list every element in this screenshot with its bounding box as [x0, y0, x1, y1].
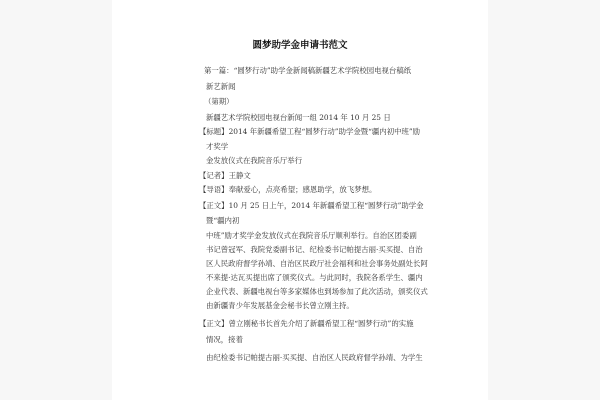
- text-line: 【导语】奉献爱心，点亮希望；感恩助学，放飞梦想。: [199, 185, 377, 194]
- text-line: 【标题】2014 年新疆希望工程“圆梦行动”助学金暨“疆内初中班”励: [199, 127, 421, 136]
- document-page: [112, 0, 488, 400]
- text-line: 【正文】曾立刚秘书长首先介绍了新疆希望工程“圆梦行动”的实施: [199, 319, 414, 328]
- text-line: 由纪检委书记帕提古丽·买买提、自治区人民政府督学孙靖、为学生: [206, 353, 423, 362]
- text-line: 金发放仪式在我院音乐厅举行: [206, 156, 303, 165]
- text-line: 书记曾冠军、我院党委副书记、纪检委书记帕提古丽·买买提、自治: [206, 245, 423, 254]
- text-line: 区人民政府督学孙靖、自治区民政厅社会福利和社会事务处副处长阿: [206, 259, 428, 268]
- text-line: 【记者】王静文: [199, 171, 251, 180]
- text-line: 第一篇：“圆梦行动”助学金新闻稿新疆艺术学院校园电视台稿纸: [204, 66, 412, 75]
- text-line: 【正文】10 月 25 日上午，2014 年新疆希望工程“圆梦行动”助学金: [199, 201, 424, 210]
- text-line: （第期）: [204, 97, 234, 106]
- page-title: 圆梦助学金申请书范文: [252, 40, 348, 51]
- text-line: 不来提·达瓦买提出席了颁奖仪式。与此同时，我院各系学生、疆内: [206, 273, 423, 282]
- text-line: 企业代表、新疆电视台等多家媒体也到场参加了此次活动，颁奖仪式: [206, 287, 428, 296]
- text-line: 新疆艺术学院校园电视台新闻一组 2014 年 10 月 25 日: [206, 113, 391, 122]
- text-line: 新艺新闻: [206, 82, 236, 91]
- text-line: 由新疆青少年发展基金会秘书长曾立刚主持。: [206, 301, 354, 310]
- text-line: 情况，接着: [206, 335, 243, 344]
- text-line: 中班”励才奖学金发放仪式在我院音乐厅顺利举行。自治区团委副: [206, 231, 417, 240]
- text-line: 才奖学: [206, 142, 229, 151]
- text-line: 暨“疆内初: [206, 216, 240, 225]
